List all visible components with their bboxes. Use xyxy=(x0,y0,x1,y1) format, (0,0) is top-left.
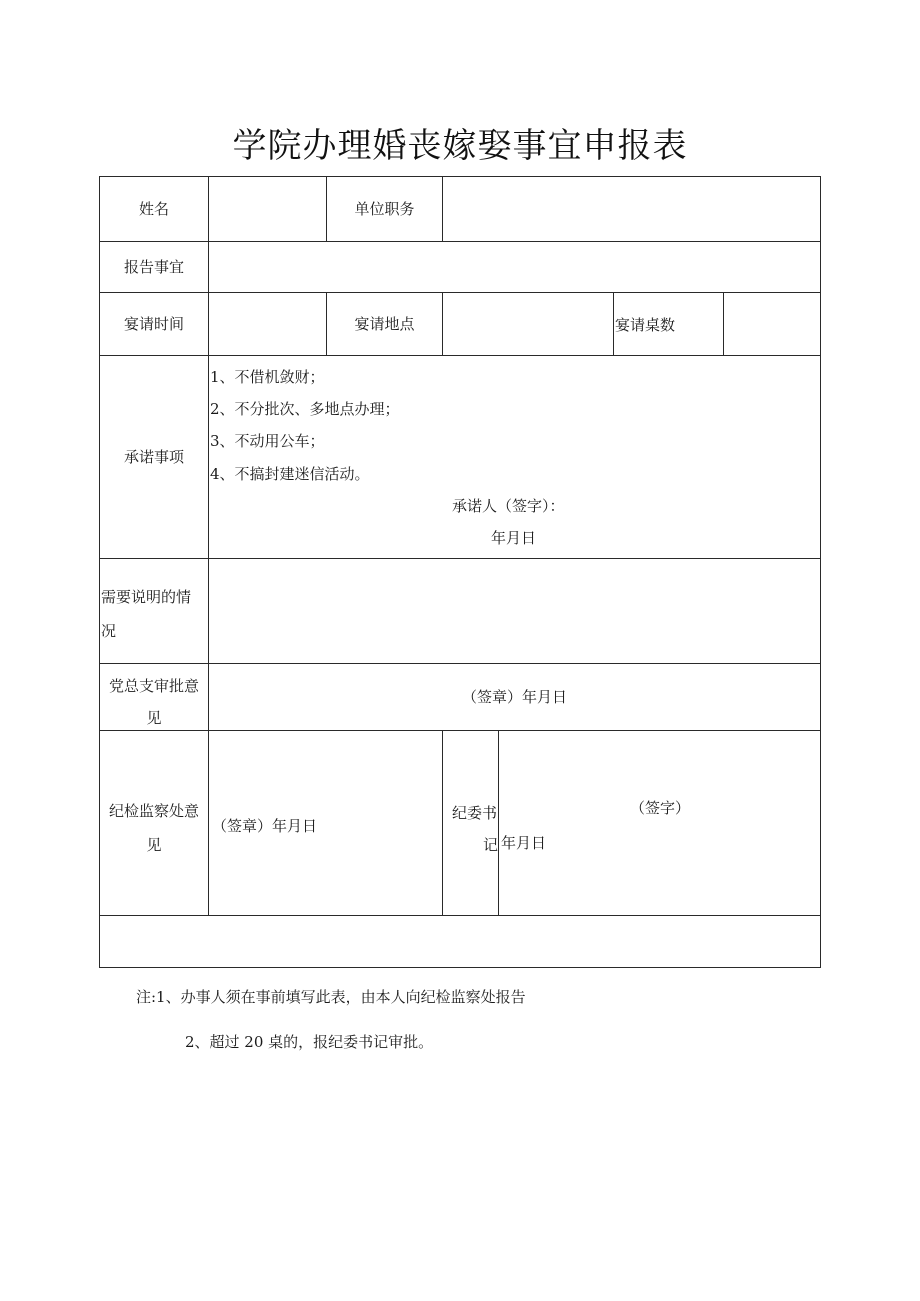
name-label: 姓名 xyxy=(138,200,169,218)
column-divider xyxy=(498,730,499,916)
party-approval-label-line1: 党总支审批意 xyxy=(108,677,199,695)
secretary-sign[interactable]: （签字） xyxy=(630,799,691,817)
commitment-item: 1、不借机敛财； xyxy=(210,368,325,386)
table-border-bottom xyxy=(99,967,821,968)
secretary-label-line2: 记 xyxy=(483,836,499,854)
table-border-right xyxy=(820,176,821,968)
unit-position-field[interactable] xyxy=(443,177,820,241)
party-approval-sign-date[interactable]: （签章）年月日 xyxy=(461,688,567,706)
discipline-opinion-label-line2: 见 xyxy=(146,836,162,854)
banquet-time-label: 宴请时间 xyxy=(123,315,184,333)
banquet-tables-label: 宴请桌数 xyxy=(615,316,676,334)
party-approval-label-line2: 见 xyxy=(146,709,162,727)
secretary-date: 年月日 xyxy=(501,834,547,852)
explanation-label-line1: 需要说明的情 xyxy=(101,588,192,606)
commitment-label: 承诺事项 xyxy=(123,448,184,466)
column-divider xyxy=(442,730,443,916)
commitment-signer: 承诺人（签字）： xyxy=(452,497,565,515)
explanation-label-line2: 况 xyxy=(101,622,117,640)
banquet-time-field[interactable] xyxy=(209,293,326,355)
commitment-date: 年月日 xyxy=(491,529,537,547)
note-line-2: 2、超过 20 桌的，报纪委书记审批。 xyxy=(185,1033,434,1051)
banquet-tables-field[interactable] xyxy=(724,293,820,355)
banquet-place-label: 宴请地点 xyxy=(354,315,415,333)
column-divider xyxy=(613,292,614,356)
discipline-sign-date[interactable]: （签章）年月日 xyxy=(212,817,318,835)
report-matter-label: 报告事宜 xyxy=(123,258,184,276)
secretary-label-line1: 纪委书 xyxy=(452,804,498,822)
unit-position-label: 单位职务 xyxy=(354,200,415,218)
discipline-opinion-label-line1: 纪检监察处意 xyxy=(108,802,199,820)
commitment-item: 2、不分批次、多地点办理； xyxy=(210,400,400,418)
blank-row[interactable] xyxy=(100,916,820,967)
note-line-1: 注:1、办事人须在事前填写此表，由本人向纪检监察处报告 xyxy=(136,988,526,1006)
commitment-item: 3、不动用公车； xyxy=(210,432,325,450)
report-matter-field[interactable] xyxy=(209,242,820,292)
commitment-item: 4、不搞封建迷信活动。 xyxy=(210,465,370,483)
explanation-field[interactable] xyxy=(209,559,820,663)
banquet-place-field[interactable] xyxy=(443,293,613,355)
name-field[interactable] xyxy=(209,177,326,241)
page-title: 学院办理婚丧嫁娶事宜申报表 xyxy=(232,126,688,166)
